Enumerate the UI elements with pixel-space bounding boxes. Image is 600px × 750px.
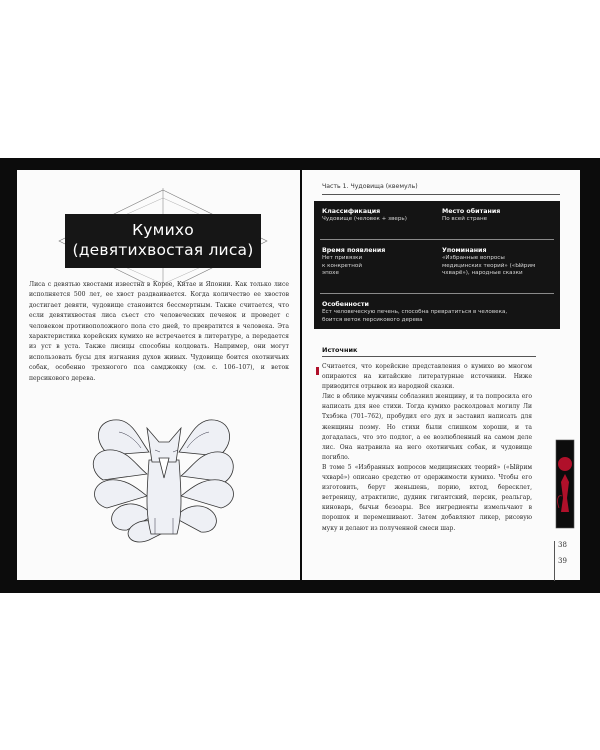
- features-value-2: боится веток персикового дерева: [322, 316, 423, 323]
- era-value-1: Нет привязки: [322, 255, 363, 261]
- intro-paragraph: Лиса с девятью хвостами известна в Корее, Китае и Японии. Как только лисе исполняется 500 лет, ее хвост раздваивается. Когда количество ее хвостов достигает девяти, чудовище становится бессмертным. Также считается, что если девятихвостая лиса съест сто человеческих печенок и проведет с человеком противоположного пола сто дней, то превратится в человека. Эта характеристика корейских кумихо не встречается в литературе, а передается из уст в уста. Также лисицы способны колдовать. Например, они могут использовать бусы для изгнания духов живых. Чудовище боится охотничьих собак, особенно трехногого пса самджокку (см. с. 106–107), и веток персикового дерева.: [29, 281, 289, 382]
- mentions-label: Упоминания: [442, 247, 487, 254]
- mentions-cell: [442, 246, 558, 278]
- left-page: [17, 170, 300, 580]
- classification-value: Чудовище (человек + зверь): [322, 216, 407, 222]
- source-paragraph: В томе 5 «Избранных вопросов медицинских теорий» («Ыйрим чхварё») описано средство от одержимости кумихо. Чтобы его изготовить, берут женьшень, порию, вхтод, бересклет, ветреницу, атрактилис, дудник гигантский, персик, реальгар, киноварь, бычьи безоары. Все ингредиенты измельчают в порошок и перемешивают. Затем добавляют ликер, рисовую муку и делают из полученной смеси шар.: [322, 463, 532, 532]
- page-number-left: 38: [558, 541, 567, 549]
- era-label: Время появления: [322, 247, 386, 254]
- page-title: [65, 214, 261, 268]
- mentions-value-1: «Избранные вопросы: [442, 255, 505, 261]
- fox-emblem-icon: [554, 438, 576, 530]
- header-divider: [322, 194, 560, 195]
- source-text: [322, 362, 532, 534]
- section-divider: [322, 356, 536, 357]
- page-number-rule: [554, 541, 555, 581]
- era-value-2: к конкретной: [322, 262, 362, 269]
- era-value-3: эпохе: [322, 270, 339, 277]
- info-table: [314, 201, 560, 329]
- right-page: [302, 170, 580, 580]
- era-cell: [322, 246, 432, 278]
- mentions-value-3: чхварё»), народные сказки: [442, 270, 523, 277]
- nine-tailed-fox-illustration: [89, 400, 239, 550]
- classification-label: Классификация: [322, 208, 381, 215]
- source-paragraph: Считается, что корейские представления о кумихо во многом опираются на китайские литературные источники. Ниже приводится отрывок из народной сказки.: [322, 363, 532, 391]
- info-divider: [320, 239, 554, 240]
- info-divider: [320, 293, 554, 294]
- accent-marker: [316, 367, 319, 375]
- page-number-right: 39: [558, 557, 567, 565]
- features-value-1: Ест человеческую печень, способна превратиться в человека,: [322, 309, 508, 315]
- fox-icon: [89, 400, 239, 550]
- classification-cell: [322, 207, 432, 224]
- source-paragraph: Лис в облике мужчины соблазнил женщину, и та попросила его написать для нее стихи. Тогда кумихо расколдовал могилу Ли Тхэбэка (701–762), пробудил его дух и заставил написать для женщины поэму. Но стихи были слишком хороши, и та догадалась, что это подлог, а ее возлюбленный на самом деле лис. Она натравила на него охотничьих собак, и чудовище погибло.: [322, 393, 532, 461]
- habitat-value: По всей стране: [442, 216, 488, 222]
- habitat-cell: [442, 207, 554, 224]
- title-frame: [53, 188, 273, 283]
- running-header: Часть 1. Чудовища (квемуль): [322, 183, 418, 190]
- section-title: Источник: [322, 346, 358, 354]
- features-label: Особенности: [322, 301, 369, 308]
- habitat-label: Место обитания: [442, 208, 501, 215]
- mentions-value-2: медицинских теорий» («Ыйрим: [442, 262, 536, 269]
- title-line-1: Кумихо: [132, 221, 194, 239]
- features-cell: [322, 300, 556, 324]
- title-line-2: (девятихвостая лиса): [72, 241, 254, 259]
